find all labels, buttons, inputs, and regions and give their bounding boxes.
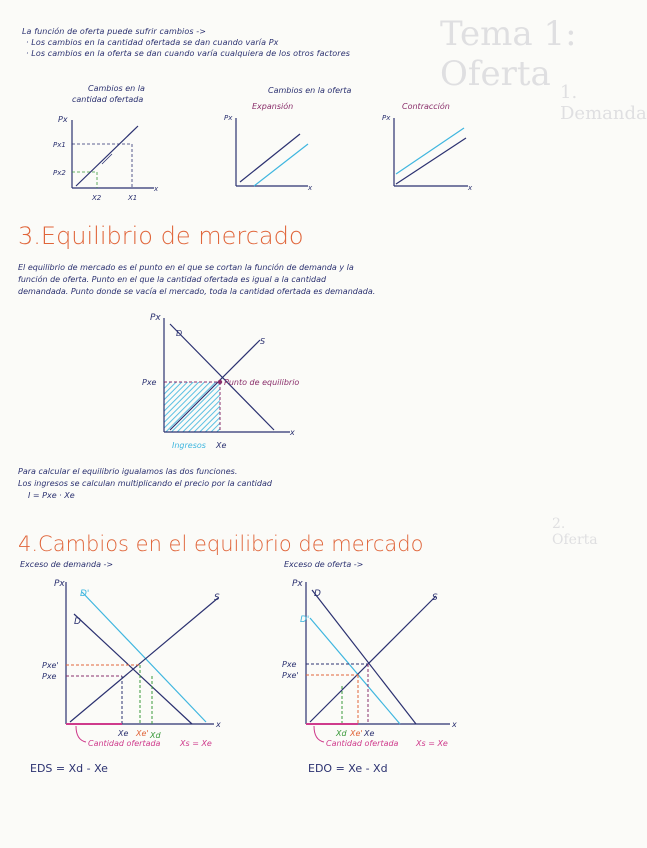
intro-bullet-2: · Los cambios en la oferta se dan cuando varía cualquiera de los otros factores	[26, 49, 350, 58]
eq-point-label: Punto de equilibrio	[224, 378, 300, 387]
section3-heading: 3.Equilibrio de mercado	[18, 222, 304, 250]
right-d-label: D	[314, 589, 321, 599]
right-d1-label: D'	[300, 615, 310, 625]
exceso-demanda-title: Exceso de demanda ->	[20, 560, 114, 569]
eq-s-label: S	[260, 337, 266, 346]
calc-line-2: Los ingresos se calculan multiplicando el precio por la cantidad	[18, 479, 272, 488]
right-x-label: x	[452, 720, 457, 729]
eq-ingresos-label: Ingresos	[172, 441, 206, 450]
equilibrium-point	[218, 380, 222, 384]
intro-line: La función de oferta puede sufrir cambios ->	[22, 27, 207, 36]
chart1-x-label: x	[154, 185, 159, 193]
right-s-label: S	[432, 593, 438, 603]
intro-notes	[22, 26, 350, 59]
chart-supply-contraction	[382, 110, 472, 190]
background-oferta-ghost: 2. Oferta	[552, 516, 598, 548]
background-subtitle-ghost: 1. Demanda	[560, 82, 647, 124]
right-xe1-label: Xe'	[350, 729, 363, 738]
chart1-title-2: cantidad ofertada	[72, 95, 144, 104]
calc-line-1: Para calcular el equilibrio igualamos las dos funciones.	[18, 467, 238, 476]
chart-excess-supply	[282, 574, 526, 774]
chart3-x-label: x	[468, 184, 473, 192]
right-caption: Cantidad ofertada	[326, 739, 399, 748]
chart1-title-1: Cambios en la	[88, 84, 145, 93]
section3-line-3: demandada. Punto donde se vacía el mercado, toda la cantidad ofertada es demandada.	[18, 287, 376, 296]
chart-supply-quantity-change	[50, 112, 160, 202]
eq-xe-label: Xe	[216, 441, 227, 450]
chart-market-equilibrium	[140, 310, 310, 460]
left-d1-label: D'	[80, 589, 90, 599]
left-caption: Cantidad ofertada	[88, 739, 161, 748]
edo-formula: EDO = Xe - Xd	[308, 762, 388, 775]
right-px-label: Px	[292, 579, 303, 589]
calc-formula: I = Pxe · Xe	[28, 491, 75, 500]
left-d-label: D	[74, 617, 81, 627]
left-xd-label: Xd	[150, 731, 161, 740]
chart1-x2-label: X2	[92, 194, 102, 202]
left-x-label: x	[216, 720, 221, 729]
background-title-ghost: Tema 1: Oferta	[440, 14, 577, 94]
left-xs-label: Xs = Xe	[180, 739, 212, 748]
section3-paragraph	[18, 262, 375, 298]
left-xe-label: Xe	[118, 729, 129, 738]
right-xd-label: Xd	[336, 729, 347, 738]
left-px-label: Px	[54, 579, 65, 589]
chart3-px-label: Px	[382, 114, 391, 122]
chart3-subtitle: Contracción	[402, 102, 450, 111]
chart1-px-label: Px	[58, 115, 68, 124]
eq-x-label: x	[290, 428, 295, 437]
chart2-subtitle: Expansión	[252, 102, 294, 111]
section3-line-1: El equilibrio de mercado es el punto en el que se cortan la función de demanda y la	[18, 263, 354, 272]
eds-formula: EDS = Xd - Xe	[30, 762, 108, 775]
left-s-label: S	[214, 593, 220, 603]
right-xe-label: Xe	[364, 729, 375, 738]
right-xs-label: Xs = Xe	[416, 739, 448, 748]
intro-bullet-1: · Los cambios en la cantidad ofertada se dan cuando varía Px	[26, 38, 279, 47]
chart2-x-label: x	[308, 184, 313, 192]
left-pxe1-label: Pxe'	[42, 661, 59, 670]
chart2-px-label: Px	[224, 114, 233, 122]
section4-heading: 4.Cambios en el equilibrio de mercado	[18, 532, 424, 556]
left-xe1-label: Xe'	[136, 729, 149, 738]
eq-d-label: D	[176, 329, 183, 338]
right-pxe-label: Pxe	[282, 660, 297, 669]
exceso-oferta-title: Exceso de oferta ->	[284, 560, 364, 569]
left-pxe-label: Pxe	[42, 672, 57, 681]
chart-excess-demand	[42, 574, 282, 774]
section3-calculation	[18, 466, 272, 502]
chart1-px2-label: Px2	[53, 169, 66, 177]
ingresos-area	[164, 382, 220, 432]
chart2-title: Cambios en la oferta	[268, 86, 352, 95]
chart1-px1-label: Px1	[53, 141, 66, 149]
eq-px-label: Px	[150, 313, 161, 323]
right-pxe1-label: Pxe'	[282, 671, 299, 680]
chart1-x1-label: X1	[128, 194, 138, 202]
section3-line-2: función de oferta. Punto en el que la cantidad ofertada es igual a la cantidad	[18, 275, 327, 284]
chart-supply-expansion	[222, 110, 312, 190]
eq-pxe-label: Pxe	[142, 378, 157, 387]
